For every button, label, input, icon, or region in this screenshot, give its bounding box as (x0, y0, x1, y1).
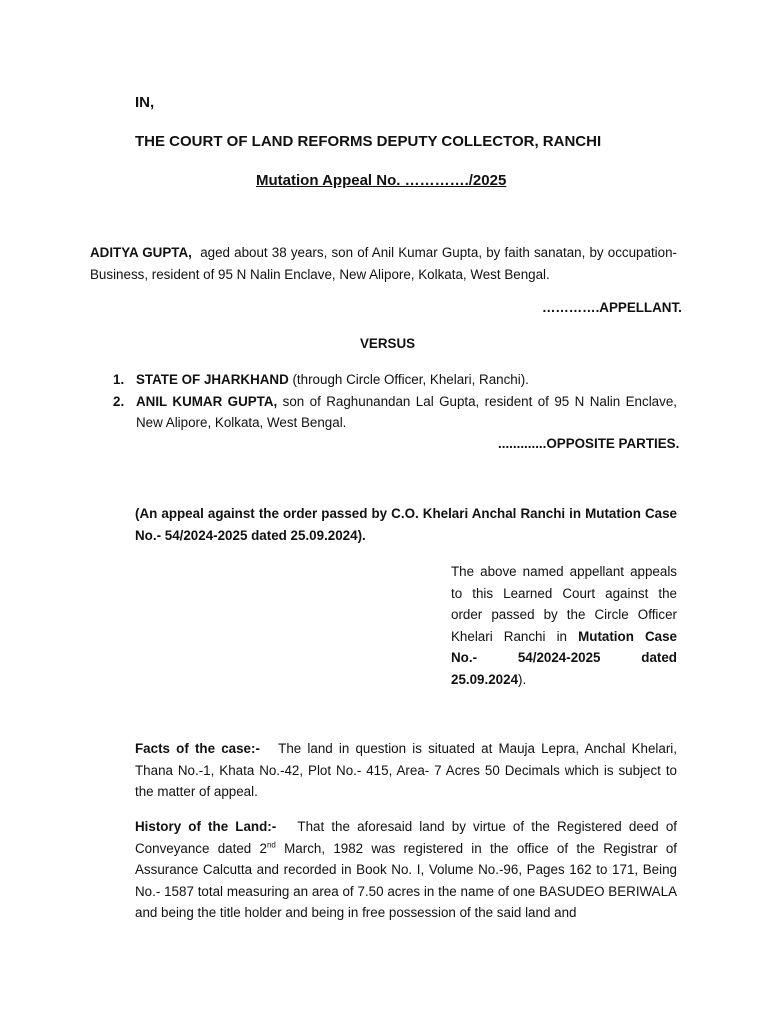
prayer-end: ). (518, 671, 527, 687)
appellant-paragraph (90, 242, 677, 285)
appellant-name: ADITYA GUPTA, (90, 245, 192, 260)
party-name: ANIL KUMAR GUPTA, (136, 393, 278, 409)
party-name: STATE OF JHARKHAND (136, 372, 289, 387)
court-name: THE COURT OF LAND REFORMS DEPUTY COLLECTOR, RANCHI (135, 133, 602, 150)
appeal-against-paragraph: (An appeal against the order passed by C.O. Khelari Anchal Ranchi in Mutation Case No.- 54/2024-2025 dated 25.09.2024). (135, 506, 677, 543)
appellant-details: aged about 38 years, son of Anil Kumar Gupta, by faith sanatan, by occupation- Business, resident of 95 N Nalin Enclave, New Alipore, Kolkata, West Bengal. (90, 245, 678, 282)
prayer-paragraph (451, 561, 677, 690)
opposite-parties-role: .............OPPOSITE PARTIES. (498, 436, 680, 451)
history-text-cont: March, 1982 was registered in the office of the Registrar of Assurance Calcutta and recorded in Book No. I, Volume No.-96, Pages 162 to 171, Being No.- 1587 total measuring an area of 7.50 acres in the name of one BASUDEO BERIWALA and being the title holder and being in free possession of the said land and (135, 840, 677, 920)
court-prefix: IN, (135, 94, 155, 111)
history-text: That the aforesaid land by virtue of the Registered deed of Conveyance dated 2 (135, 819, 677, 856)
party-details: son of Raghunandan Lal Gupta, resident of 95 N Nalin Enclave, New Alipore, Kolkata, West Bengal. (136, 393, 677, 430)
ordinal-suffix: nd (266, 840, 276, 850)
history-heading: History of the Land:- (135, 819, 277, 834)
opposite-parties-list (113, 369, 677, 434)
facts-paragraph (135, 738, 677, 803)
list-item-number: 1. (113, 372, 125, 387)
party-details: (through Circle Officer, Khelari, Ranchi). (288, 372, 529, 387)
list-item-number: 2. (113, 393, 125, 409)
prayer-text: The above named appellant appeals to this Learned Court against the order passed by the Circle Officer Khelari Ranchi in (451, 564, 677, 644)
appeal-number: Mutation Appeal No. …………./2025 (256, 172, 507, 189)
facts-heading: Facts of the case:- (135, 741, 260, 756)
versus-heading: VERSUS (360, 336, 416, 351)
history-paragraph (135, 816, 677, 924)
list-item (113, 369, 677, 391)
facts-text: The land in question is situated at Mauja Lepra, Anchal Khelari, Thana No.-1, Khata No.-42, Plot No.- 415, Area- 7 Acres 50 Decimals which is subject to the matter of appeal. (135, 741, 677, 799)
list-item (113, 391, 677, 434)
prayer-case-ref: Mutation Case No.- 54/2024-2025 dated 25.09.2024 (451, 628, 678, 687)
appellant-role: ………….APPELLANT. (542, 300, 682, 315)
